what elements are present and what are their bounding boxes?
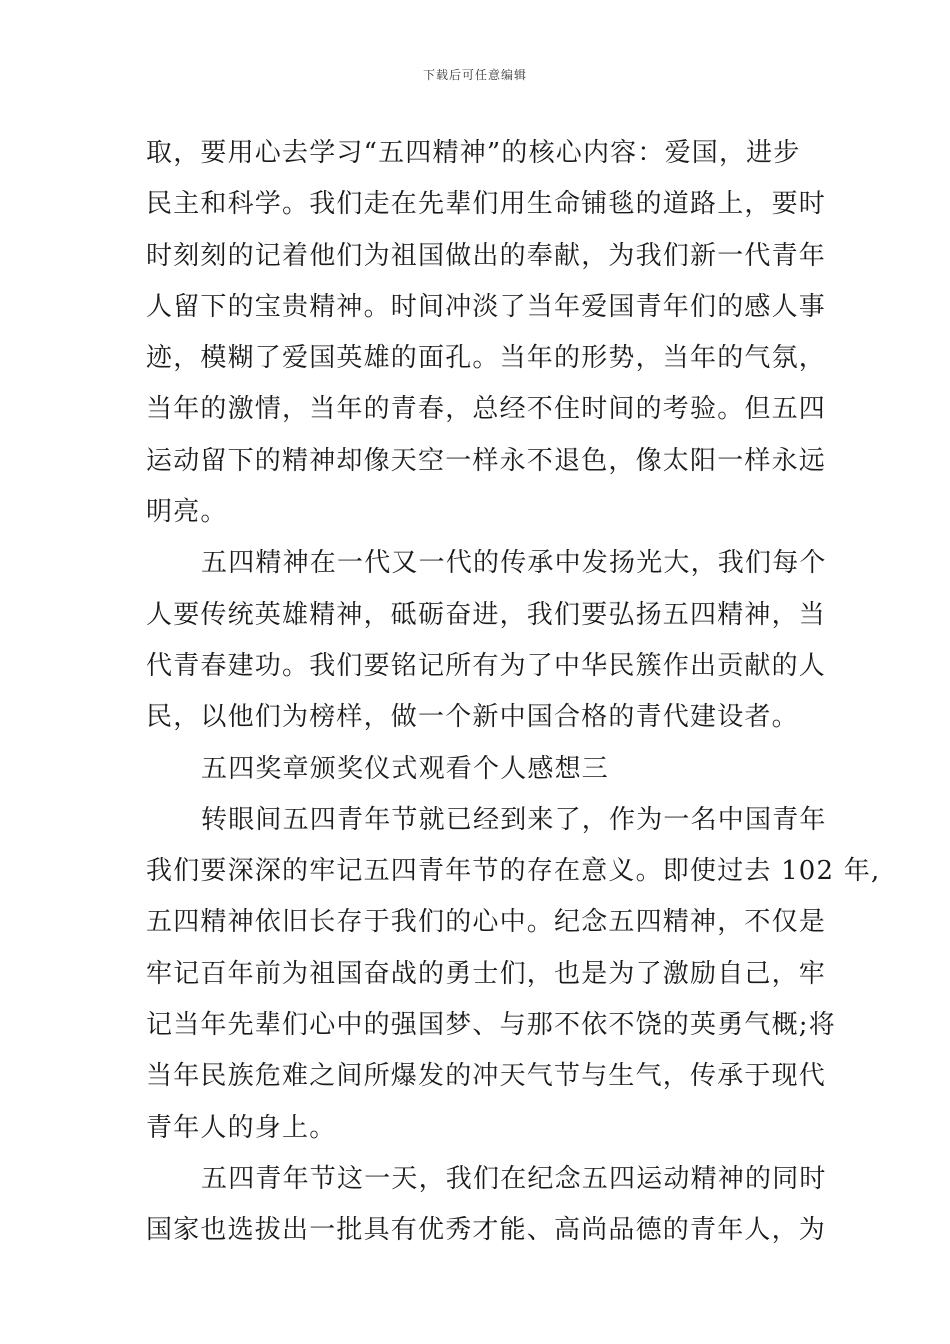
text-line: 记当年先辈们心中的强国梦、与那不依不饶的英勇气概;将 xyxy=(146,1010,836,1041)
text-line: 青年人的身上。 xyxy=(146,1112,337,1143)
text-line: 人要传统英雄精神，砥砺奋进，我们要弘扬五四精神，当 xyxy=(146,599,827,630)
text-line: 人留下的宝贵精神。时间冲淡了当年爱国青年们的感人事 xyxy=(146,291,827,322)
text-line: 民，以他们为榜样，做一个新中国合格的青代建设者。 xyxy=(146,702,799,733)
text-line: 取，要用心去学习“五四精神”的核心内容：爱国，进步 xyxy=(146,138,801,168)
text-line: 当年民族危难之间所爆发的冲天气节与生气，传承于现代 xyxy=(146,1061,827,1092)
text-line: 运动留下的精神却像天空一样永不退色，像太阳一样永远 xyxy=(146,445,827,476)
text-line: 五四精神依旧长存于我们的心中。纪念五四精神，不仅是 xyxy=(146,907,827,938)
text-line: 时刻刻的记着他们为祖国做出的奉献，为我们新一代青年 xyxy=(146,240,827,271)
section-heading: 五四奖章颁奖仪式观看个人感想三 xyxy=(201,753,610,784)
paragraph-start-line: 五四青年节这一天，我们在纪念五四运动精神的同时 xyxy=(201,1163,827,1194)
document-body xyxy=(146,128,881,1257)
paragraph-start-line: 五四精神在一代又一代的传承中发扬光大，我们每个 xyxy=(201,548,827,579)
paragraph-start-line: 转眼间五四青年节就已经到来了，作为一名中国青年 xyxy=(201,804,827,835)
text-line: 民主和科学。我们走在先辈们用生命铺毯的道路上，要时 xyxy=(146,189,827,220)
page-header: 下载后可任意编辑 xyxy=(422,68,527,82)
text-line: 当年的激情，当年的青春，总经不住时间的考验。但五四 xyxy=(146,394,827,425)
text-line: 代青春建功。我们要铭记所有为了中华民簇作出贡献的人 xyxy=(146,650,827,681)
text-line: 明亮。 xyxy=(146,497,228,528)
text-line: 牢记百年前为祖国奋战的勇士们，也是为了激励自己，牢 xyxy=(146,958,827,989)
text-line: 国家也选拔出一批具有优秀才能、高尚品德的青年人，为 xyxy=(146,1215,827,1246)
text-line: 我们要深深的牢记五四青年节的存在意义。即使过去 102 年, xyxy=(146,856,881,887)
text-line: 迹，模糊了爱国英雄的面孔。当年的形势，当年的气氛， xyxy=(146,343,827,374)
